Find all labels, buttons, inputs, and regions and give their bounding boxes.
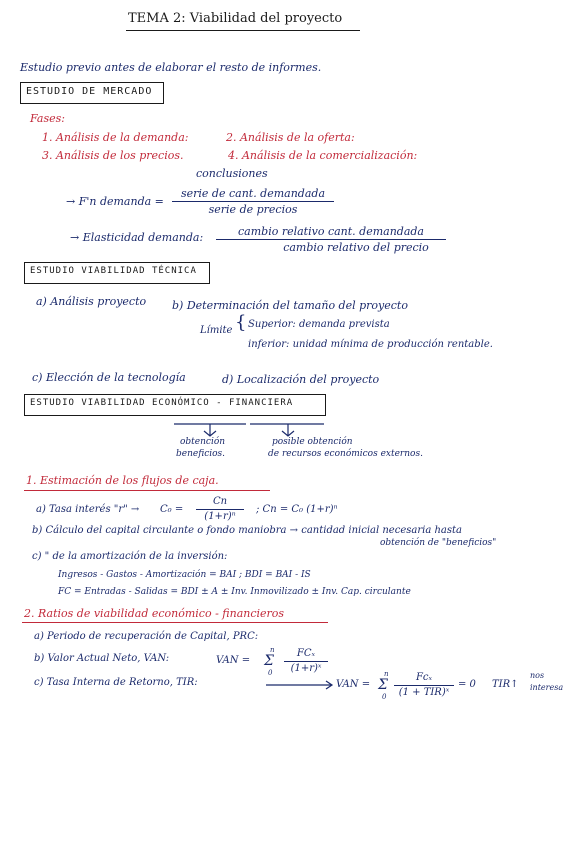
funcion-demanda-fraction [172, 188, 334, 215]
ratios-b-fraction [284, 649, 328, 674]
fraction-bar [196, 509, 244, 510]
financiera-arrows [170, 414, 330, 438]
ratios-b-sum-low: 0 [268, 669, 273, 677]
ratios-c-numerator: Fcₓ [415, 672, 433, 683]
funcion-demanda-label: → F'n demanda = [66, 195, 164, 208]
ratios-c-fraction [394, 673, 454, 698]
flujos-underline [24, 490, 270, 491]
ratios-c-denominator: (1 + TIR)ˣ [398, 687, 450, 699]
fase-2: 2. Análisis de la oferta: [226, 131, 355, 144]
fase-3: 3. Análisis de los precios. [42, 149, 184, 162]
page-title: TEMA 2: Viabilidad del proyecto [128, 11, 343, 26]
tecnica-b: b) Determinación del tamaño del proyecto [172, 299, 408, 312]
obtencion-note-2: beneficios. [176, 449, 226, 459]
ratios-b-sum: Σ [264, 653, 274, 669]
ratios-a: a) Periodo de recuperación de Capital, PRC: [34, 631, 259, 642]
fraction-bar [284, 661, 328, 662]
fases-label: Fases: [30, 112, 65, 125]
limite-inferior: inferior: unidad mínima de producción rentable. [248, 339, 493, 350]
ratios-c-van: VAN = [336, 679, 371, 690]
elasticidad-label: → Elasticidad demanda: [70, 231, 204, 244]
limite-superior: Superior: demanda prevista [248, 319, 390, 330]
flujos-a-numerator: Cn [212, 496, 228, 507]
flujos-c-line2: Ingresos - Gastos - Amortización = BAI ; BDI = BAI - IS [58, 570, 311, 580]
financiera-heading: ESTUDIO VIABILIDAD ECONÓMICO - FINANCIERA [30, 398, 294, 408]
recursos-note-2: de recursos económicos externos. [268, 449, 423, 459]
ratios-c-interesa: interesa [530, 683, 564, 692]
flujos-a-fraction [196, 497, 244, 522]
mercado-heading: ESTUDIO DE MERCADO [26, 86, 153, 97]
fase-1: 1. Análisis de la demanda: [42, 131, 189, 144]
limite-brace: { [235, 312, 247, 333]
tecnica-a: a) Análisis proyecto [36, 295, 147, 308]
ratios-c-sum-high: n [384, 670, 389, 678]
ratios-b-label: b) Valor Actual Neto, VAN: [34, 653, 170, 664]
ratios-b-numerator: FCₓ [296, 648, 316, 659]
obtencion-note-1: obtención [180, 437, 226, 447]
ratios-c-sum: Σ [378, 677, 388, 693]
ratios-heading: 2. Ratios de viabilidad económico - financieros [24, 607, 285, 620]
flujos-a-denominator: (1+r)ⁿ [204, 511, 236, 523]
flujos-a-c0: C₀ = [160, 504, 184, 515]
ratios-b-denominator: (1+r)ˣ [290, 663, 322, 675]
elasticidad-denominator: cambio relativo del precio [283, 241, 429, 255]
title-underline [126, 30, 360, 31]
limite-label: Límite [200, 325, 233, 336]
recursos-note-1: posible obtención [272, 437, 353, 447]
fraction-bar [172, 201, 334, 202]
flujos-b-line2: obtención de "beneficios" [380, 538, 497, 548]
flujos-a-label: a) Tasa interés "r" → [36, 504, 140, 515]
ratios-c-label: c) Tasa Interna de Retorno, TIR: [34, 677, 198, 688]
ratios-b-sum-high: n [270, 646, 275, 654]
ratios-c-nos: nos [530, 671, 545, 680]
tecnica-heading: ESTUDIO VIABILIDAD TÉCNICA [30, 266, 197, 276]
flujos-a-cn: ; Cn = C₀ (1+r)ⁿ [256, 504, 338, 515]
elasticidad-numerator: cambio relativo cant. demandada [238, 225, 424, 238]
ratios-underline [22, 622, 328, 623]
flujos-c-line1: c) " de la amortización de la inversión: [32, 551, 228, 562]
ratios-c-eq: = 0 [458, 679, 476, 690]
elasticidad-fraction [216, 226, 446, 253]
flujos-c-line3: FC = Entradas - Salidas = BDI ± A ± Inv. Inmovilizado ± Inv. Cap. circulante [58, 587, 411, 597]
intro-text: Estudio previo antes de elaborar el resto de informes. [20, 61, 322, 74]
tecnica-c: c) Elección de la tecnología [32, 371, 186, 384]
flujos-heading: 1. Estimación de los flujos de caja. [26, 474, 219, 487]
funcion-demanda-numerator: serie de cant. demandada [180, 187, 326, 200]
funcion-demanda-denominator: serie de precios [208, 203, 298, 217]
ratios-c-tir: TIR↑ [492, 679, 519, 690]
fraction-bar [394, 685, 454, 686]
ratios-c-sum-low: 0 [382, 693, 387, 701]
fraction-bar [216, 239, 446, 240]
flujos-b-line1: b) Cálculo del capital circulante o fondo maniobra → cantidad inicial necesaria hasta [32, 525, 462, 536]
conclusiones-text: conclusiones [196, 167, 268, 180]
tecnica-d: d) Localización del proyecto [222, 373, 380, 386]
ratios-c-arrow [264, 680, 336, 690]
ratios-b-van: VAN = [216, 655, 251, 666]
fase-4: 4. Análisis de la comercialización: [228, 149, 418, 162]
